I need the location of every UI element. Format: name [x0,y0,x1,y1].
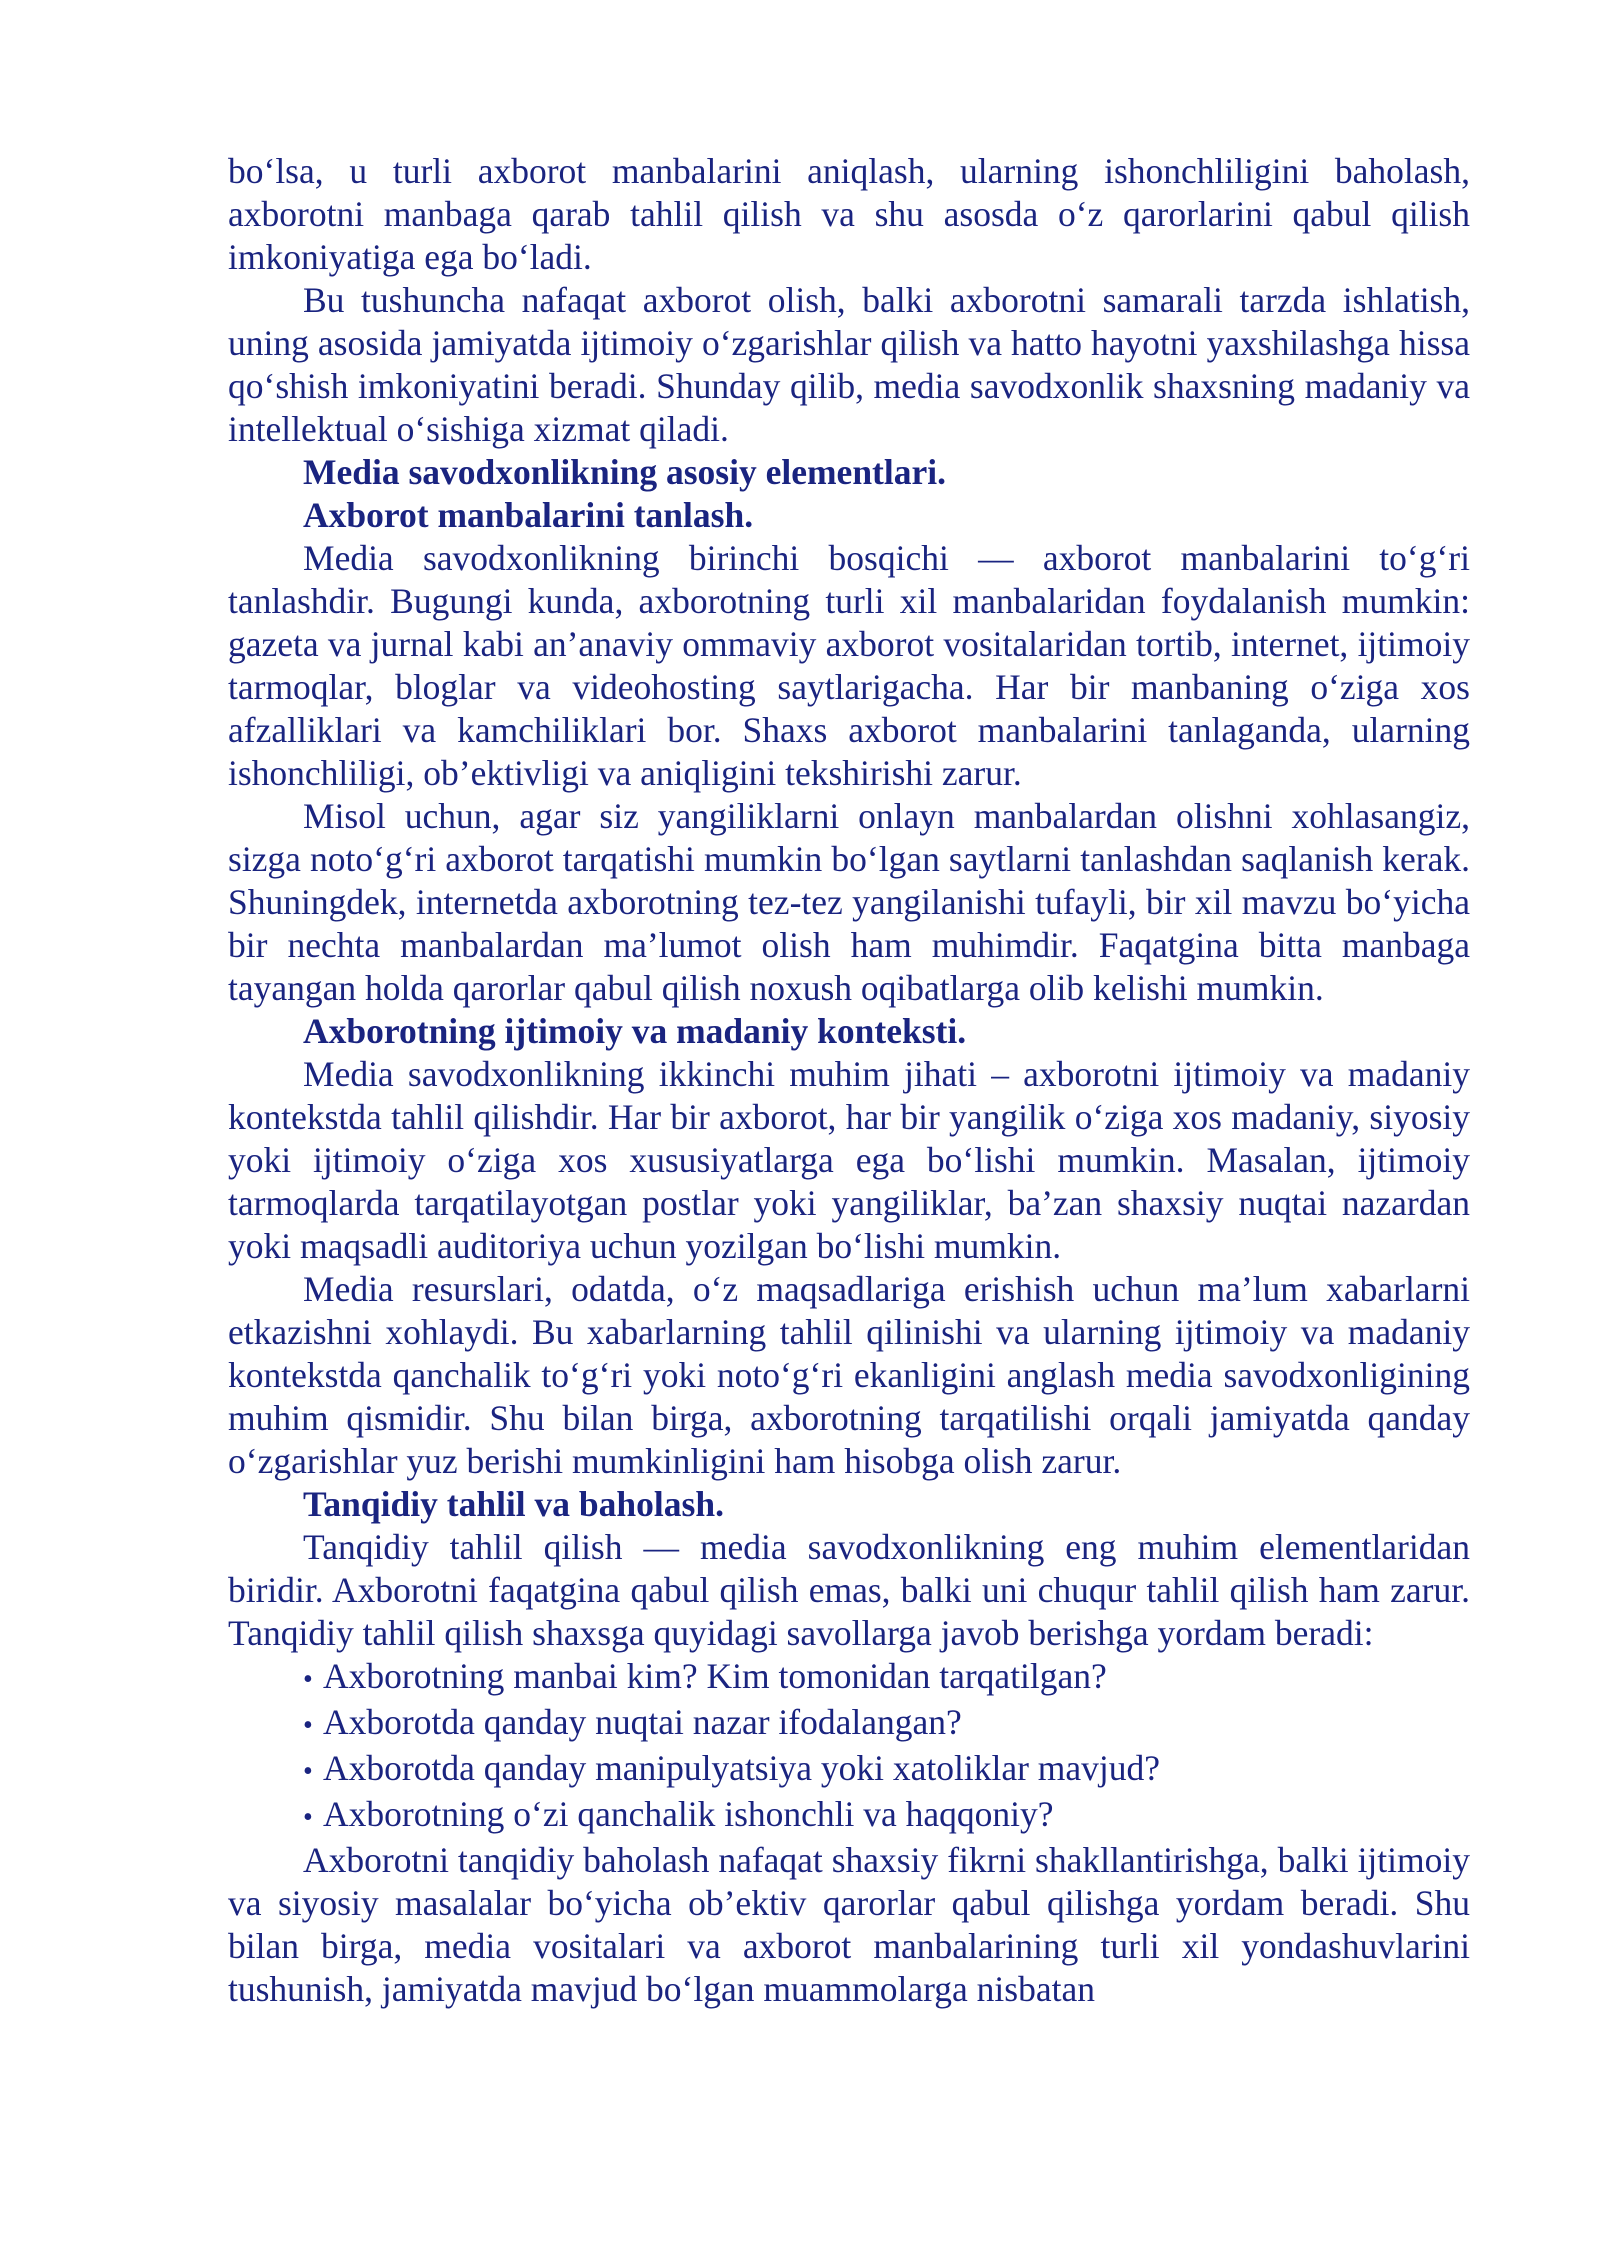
paragraph-continuation: bo‘lsa, u turli axborot manbalarini aniqlash, ularning ishonchliligini baholash, axborotni manbaga qarab tahlil qilish va shu asosda o‘z qarorlarini qabul qilish imkoniyatiga ega bo‘ladi. [228,151,1470,277]
bullet-icon: • [303,1664,313,1695]
bullet-icon: • [303,1756,313,1787]
list-item-text: Axborotda qanday nuqtai nazar ifodalangan? [323,1702,962,1742]
list-item [303,1701,1470,1747]
list-item-text: Axborotning o‘zi qanchalik ishonchli va haqqoniy? [323,1794,1054,1834]
section-heading-elements: Media savodxonlikning asosiy elementlari. [303,452,946,492]
list-item [303,1747,1470,1793]
question-list [228,1655,1470,1839]
paragraph-evaluation: Axborotni tanqidiy baholash nafaqat shaxsiy fikrni shakllantirishga, balki ijtimoiy va siyosiy masalalar bo‘yicha ob’ektiv qarorlar qabul qilishga yordam beradi. Shu bilan birga, media vositalari va axborot manbalarining turli xil yondashuvlarini tushunish, jamiyatda mavjud bo‘lgan muammolarga nisbatan [228,1840,1470,2009]
paragraph-sources: Media savodxonlikning birinchi bosqichi — axborot manbalarini to‘g‘ri tanlashdir. Bugungi kunda, axborotning turli xil manbalaridan foydalanish mumkin: gazeta va jurnal kabi an’anaviy ommaviy axborot vositalaridan tortib, internet, ijtimoiy tarmoqlar, bloglar va videohosting saytlarigacha. Har bir manbaning o‘ziga xos afzalliklari va kamchiliklari bor. Shaxs axborot manbalarini tanlaganda, ularning ishonchliligi, ob’ektivligi va aniqligini tekshirishi zarur. [228,538,1470,793]
subsection-heading-sources: Axborot manbalarini tanlash. [303,495,754,535]
list-item [303,1793,1470,1839]
paragraph-context: Media savodxonlikning ikkinchi muhim jihati – axborotni ijtimoiy va madaniy kontekstda tahlil qilishdir. Har bir axborot, har bir yangilik o‘ziga xos madaniy, siyosiy yoki ijtimoiy o‘ziga xos xususiyatlarga ega bo‘lishi mumkin. Masalan, ijtimoiy tarmoqlarda tarqatilayotgan postlar yoki yangiliklar, ba’zan shaxsiy nuqtai nazardan yoki maqsadli auditoriya uchun yozilgan bo‘lishi mumkin. [228,1054,1470,1266]
list-item [303,1655,1470,1701]
list-item-text: Axborotda qanday manipulyatsiya yoki xatoliklar mavjud? [323,1748,1161,1788]
subsection-heading-context: Axborotning ijtimoiy va madaniy konteksti. [303,1011,967,1051]
paragraph-example: Misol uchun, agar siz yangiliklarni onlayn manbalardan olishni xohlasangiz, sizga noto‘g‘ri axborot tarqatishi mumkin bo‘lgan saytlarni tanlashdan saqlanish kerak. Shuningdek, internetda axborotning tez-tez yangilanishi tufayli, bir xil mavzu bo‘yicha bir nechta manbalardan ma’lumot olish ham muhimdir. Faqatgina bitta manbaga tayangan holda qarorlar qabul qilish noxush oqibatlarga olib kelishi mumkin. [228,796,1470,1008]
document-page [228,150,1470,2011]
paragraph-media-resources: Media resurslari, odatda, o‘z maqsadlariga erishish uchun ma’lum xabarlarni etkazishni xohlaydi. Bu xabarlarning tahlil qilinishi va ularning ijtimoiy va madaniy kontekstda qanchalik to‘g‘ri yoki noto‘g‘ri ekanligini anglash media savodxonligining muhim qismidir. Shu bilan birga, axborotning tarqatilishi orqali jamiyatda qanday o‘zgarishlar yuz berishi mumkinligini ham hisobga olish zarur. [228,1269,1470,1481]
bullet-icon: • [303,1710,313,1741]
subsection-heading-critical: Tanqidiy tahlil va baholash. [303,1484,724,1524]
list-item-text: Axborotning manbai kim? Kim tomonidan tarqatilgan? [323,1656,1107,1696]
paragraph-concept: Bu tushuncha nafaqat axborot olish, balki axborotni samarali tarzda ishlatish, uning asosida jamiyatda ijtimoiy o‘zgarishlar qilish va hatto hayotni yaxshilashga hissa qo‘shish imkoniyatini beradi. Shunday qilib, media savodxonlik shaxsning madaniy va intellektual o‘sishiga xizmat qiladi. [228,280,1470,449]
bullet-icon: • [303,1802,313,1833]
paragraph-critical: Tanqidiy tahlil qilish — media savodxonlikning eng muhim elementlaridan biridir. Axborotni faqatgina qabul qilish emas, balki uni chuqur tahlil qilish ham zarur. Tanqidiy tahlil qilish shaxsga quyidagi savollarga javob berishga yordam beradi: [228,1527,1470,1653]
